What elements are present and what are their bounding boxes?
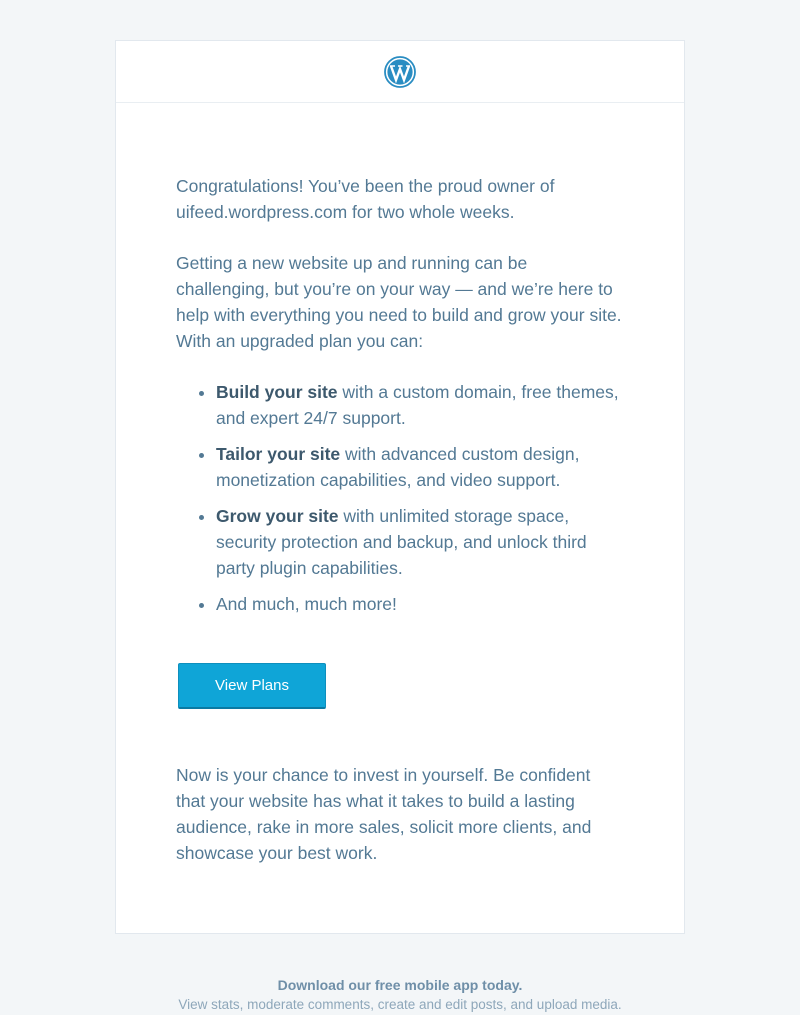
feature-item [216, 591, 624, 617]
app-promo-subtext: View stats, moderate comments, create and edit posts, and upload media. [178, 997, 622, 1012]
feature-title: Tailor your site [216, 444, 341, 464]
wordpress-logo-icon[interactable] [384, 56, 416, 88]
pitch-paragraph: Getting a new website up and running can be challenging, but you’re on your way — and we’re here to help with everything you need to build and grow your site. With an upgraded plan you can: [176, 253, 622, 351]
intro-paragraph: Congratulations! You’ve been the proud owner of uifeed.wordpress.com for two whole weeks. [176, 176, 555, 222]
email-card [115, 40, 685, 934]
feature-item [216, 441, 624, 493]
feature-item [216, 379, 624, 431]
feature-list [176, 379, 624, 617]
email-footer [0, 975, 800, 1015]
feature-title: Build your site [216, 382, 338, 402]
feature-text: with advanced custom design, monetization capabilities, and video support. [216, 444, 580, 490]
app-promo-link[interactable]: Download our free mobile app today. [277, 977, 523, 993]
email-body [116, 103, 684, 866]
feature-item [216, 503, 624, 581]
feature-text: And much, much more! [216, 594, 397, 614]
email-header [116, 41, 684, 103]
closing-paragraph: Now is your chance to invest in yourself. Be confident that your website has what it takes to build a lasting audience, rake in more sales, solicit more clients, and showcase your best work. [176, 765, 592, 863]
feature-text: with unlimited storage space, security protection and backup, and unlock third party plugin capabilities. [216, 506, 587, 578]
feature-title: Grow your site [216, 506, 339, 526]
feature-text: with a custom domain, free themes, and expert 24/7 support. [216, 382, 619, 428]
view-plans-button[interactable]: View Plans [178, 663, 326, 709]
